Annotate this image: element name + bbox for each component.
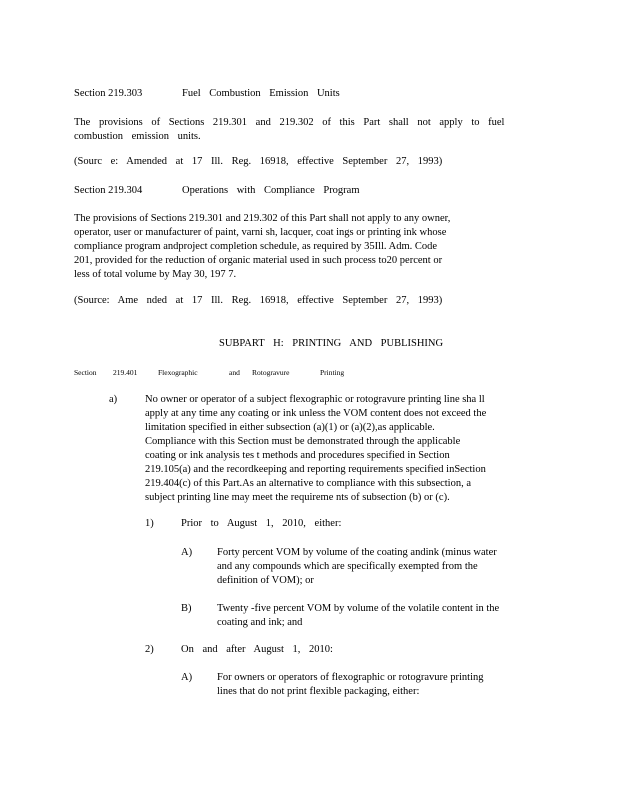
paragraph-line: Compliance with this Section must be demonstrated through the applicable xyxy=(145,436,461,447)
paragraph-line: Forty percent VOM by volume of the coating andink (minus water xyxy=(217,547,497,558)
list-label: A) xyxy=(181,547,193,558)
paragraph-line: 201, provided for the reduction of organic material used in such process to20 percent or xyxy=(74,255,443,266)
section-title: Operations with Compliance Program xyxy=(182,185,360,196)
paragraph-line: The provisions of Sections 219.301 and 219.302 of this Part shall not apply to any owner, xyxy=(74,213,451,224)
section-number: Section 219.304 xyxy=(74,185,143,196)
paragraph-line: lines that do not print flexible packaging, either: xyxy=(217,686,420,697)
section-219-304-body xyxy=(74,212,450,282)
paragraph-line: 219.404(c) of this Part.As an alternative to compliance with this subsection, a xyxy=(145,478,472,489)
section-number: 219.401 xyxy=(113,368,138,377)
item-1A-text xyxy=(217,546,497,588)
paragraph-line: compliance program andproject completion schedule, as required by 35Ill. Adm. Code xyxy=(74,241,438,252)
paragraph-line: coating or ink analysis tes t methods and procedures specified in Section xyxy=(145,450,450,461)
paragraph-line: apply at any time any coating or ink unless the VOM content does not exceed the xyxy=(145,408,487,419)
paragraph-line: 219.105(a) and the recordkeeping and reporting requirements specified inSection xyxy=(145,464,486,475)
section-title-word: Printing xyxy=(320,368,345,377)
section-title-word: Flexographic xyxy=(158,368,198,377)
paragraph-line: No owner or operator of a subject flexographic or rotogravure printing line sha ll xyxy=(145,394,485,405)
section-219-303-body xyxy=(74,116,504,144)
section-title-word: Rotogravure xyxy=(252,368,290,377)
section-number: Section 219.303 xyxy=(74,88,143,99)
section-word: Section xyxy=(74,368,97,377)
paragraph-line: The provisions of Sections 219.301 and 219.302 of this Part shall not apply to fuel xyxy=(74,117,505,128)
paragraph-line: operator, user or manufacturer of paint, varni sh, lacquer, coat ings or printing ink whose xyxy=(74,227,447,238)
paragraph-line: definition of VOM); or xyxy=(217,575,314,586)
paragraph-line: Twenty -five percent VOM by volume of the volatile content in the xyxy=(217,603,500,614)
item-2A-text xyxy=(217,671,484,699)
paragraph-line: subject printing line may meet the requireme nts of subsection (b) or (c). xyxy=(145,492,450,503)
list-label: 2) xyxy=(145,644,154,655)
paragraph-line: combustion emission units. xyxy=(74,131,201,142)
paragraph-line: limitation specified in either subsection (a)(1) or (a)(2),as applicable. xyxy=(145,422,435,433)
paragraph-line: For owners or operators of flexographic or rotogravure printing xyxy=(217,672,484,683)
list-label: A) xyxy=(181,672,193,683)
section-title: Fuel Combustion Emission Units xyxy=(182,88,340,99)
list-label: B) xyxy=(181,603,192,614)
section-219-401-heading xyxy=(74,366,97,380)
item-2-text: On and after August 1, 2010: xyxy=(181,644,333,655)
section-title-word: and xyxy=(229,368,240,377)
list-label: 1) xyxy=(145,518,154,529)
paragraph-line: coating and ink; and xyxy=(217,617,303,628)
subsection-a-text xyxy=(145,393,486,505)
list-label: a) xyxy=(109,394,118,405)
source-note: (Source: Ame nded at 17 Ill. Reg. 16918, effective September 27, 1993) xyxy=(74,295,443,306)
source-note: (Sourc e: Amended at 17 Ill. Reg. 16918, effective September 27, 1993) xyxy=(74,156,443,167)
paragraph-line: less of total volume by May 30, 197 7. xyxy=(74,269,237,280)
paragraph-line: and any compounds which are specifically exempted from the xyxy=(217,561,478,572)
item-1-text: Prior to August 1, 2010, either: xyxy=(181,518,342,529)
subpart-heading: SUBPART H: PRINTING AND PUBLISHING xyxy=(219,338,444,349)
item-1B-text xyxy=(217,602,499,630)
